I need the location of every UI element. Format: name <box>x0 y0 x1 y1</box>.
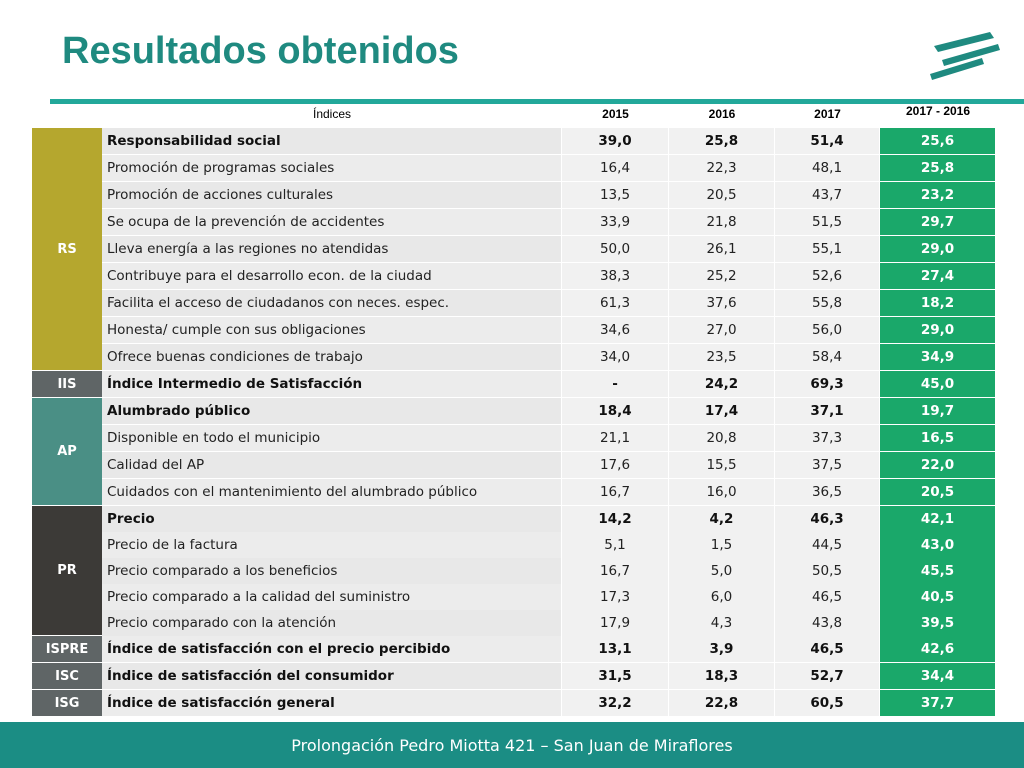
value-2017: 46,3 <box>775 506 880 533</box>
value-2015: 17,3 <box>562 584 669 611</box>
footer-bar <box>0 722 1024 768</box>
row-label: Responsabilidad social <box>102 128 562 155</box>
value-2016: 22,3 <box>669 155 775 182</box>
value-2015: 17,6 <box>562 452 669 479</box>
results-table <box>32 128 998 718</box>
value-2017: 43,8 <box>775 610 880 637</box>
header-2017: 2017 <box>814 107 841 121</box>
value-2016: 15,5 <box>669 452 775 479</box>
table-row <box>32 371 998 398</box>
value-2015: 32,2 <box>562 690 669 717</box>
value-2017: 51,4 <box>775 128 880 155</box>
title-divider <box>50 99 1024 104</box>
value-2016: 20,5 <box>669 182 775 209</box>
value-2016: 3,9 <box>669 636 775 663</box>
table-row <box>32 263 998 290</box>
value-diff: 45,0 <box>880 371 996 398</box>
header-2016: 2016 <box>708 107 736 121</box>
value-diff: 18,2 <box>880 290 996 317</box>
table-row <box>32 290 998 317</box>
value-2016: 4,2 <box>669 506 775 533</box>
value-2017: 69,3 <box>775 371 880 398</box>
group-ap: AP <box>32 398 102 506</box>
value-2016: 25,2 <box>669 263 775 290</box>
table-row <box>32 155 998 182</box>
row-label: Índice de satisfacción general <box>102 690 562 717</box>
value-2015: 17,9 <box>562 610 669 637</box>
value-2017: 46,5 <box>775 584 880 611</box>
row-label: Calidad del AP <box>102 452 562 479</box>
value-2016: 1,5 <box>669 532 775 559</box>
value-2016: 20,8 <box>669 425 775 452</box>
row-label: Lleva energía a las regiones no atendidas <box>102 236 562 263</box>
value-2015: 34,0 <box>562 344 669 371</box>
value-2017: 60,5 <box>775 690 880 717</box>
value-diff: 25,8 <box>880 155 996 182</box>
group-iis: IIS <box>32 371 102 398</box>
value-diff: 29,0 <box>880 236 996 263</box>
value-diff: 29,0 <box>880 317 996 344</box>
value-2015: 39,0 <box>562 128 669 155</box>
value-2016: 25,8 <box>669 128 775 155</box>
value-2015: 21,1 <box>562 425 669 452</box>
value-2017: 36,5 <box>775 479 880 506</box>
value-diff: 20,5 <box>880 479 996 506</box>
value-2015: 18,4 <box>562 398 669 425</box>
table-row <box>32 236 998 263</box>
row-label: Precio de la factura <box>102 532 562 559</box>
value-diff: 23,2 <box>880 182 996 209</box>
value-2016: 37,6 <box>669 290 775 317</box>
value-2015: 16,7 <box>562 479 669 506</box>
value-diff: 16,5 <box>880 425 996 452</box>
group-ispre: ISPRE <box>32 636 102 663</box>
group-pr: PR <box>32 506 102 636</box>
row-label: Disponible en todo el municipio <box>102 425 562 452</box>
value-2017: 52,7 <box>775 663 880 690</box>
row-label: Índice de satisfacción con el precio percibido <box>102 636 562 663</box>
header-indices: Índices <box>312 107 352 121</box>
value-2015: 61,3 <box>562 290 669 317</box>
value-diff: 29,7 <box>880 209 996 236</box>
value-2016: 22,8 <box>669 690 775 717</box>
value-2017: 46,5 <box>775 636 880 663</box>
row-label: Promoción de programas sociales <box>102 155 562 182</box>
value-2015: 14,2 <box>562 506 669 533</box>
value-2015: 33,9 <box>562 209 669 236</box>
value-diff: 34,9 <box>880 344 996 371</box>
value-2015: 16,4 <box>562 155 669 182</box>
table-row <box>32 636 998 663</box>
value-2016: 16,0 <box>669 479 775 506</box>
table-row <box>32 506 998 533</box>
value-2016: 21,8 <box>669 209 775 236</box>
table-row <box>32 128 998 155</box>
row-label: Precio comparado a los beneficios <box>102 558 562 585</box>
header-diff: 2017 - 2016 <box>905 104 971 118</box>
table-row <box>32 584 998 611</box>
table-row <box>32 479 998 506</box>
value-diff: 27,4 <box>880 263 996 290</box>
value-2017: 37,3 <box>775 425 880 452</box>
row-label: Facilita el acceso de ciudadanos con neces. espec. <box>102 290 562 317</box>
row-label: Honesta/ cumple con sus obligaciones <box>102 317 562 344</box>
value-2015: 34,6 <box>562 317 669 344</box>
value-2016: 17,4 <box>669 398 775 425</box>
value-2015: 50,0 <box>562 236 669 263</box>
value-2017: 58,4 <box>775 344 880 371</box>
value-diff: 25,6 <box>880 128 996 155</box>
row-label: Se ocupa de la prevención de accidentes <box>102 209 562 236</box>
row-label: Precio comparado a la calidad del suministro <box>102 584 562 611</box>
table-row <box>32 610 998 637</box>
group-isc: ISC <box>32 663 102 690</box>
table-row <box>32 317 998 344</box>
group-rs: RS <box>32 128 102 371</box>
value-diff: 37,7 <box>880 690 996 717</box>
group-isg: ISG <box>32 690 102 717</box>
page-title: Resultados obtenidos <box>62 30 459 72</box>
footer-address: Prolongación Pedro Miotta 421 – San Juan de Miraflores <box>291 735 733 755</box>
value-2016: 18,3 <box>669 663 775 690</box>
table-row <box>32 425 998 452</box>
row-label: Precio <box>102 506 562 533</box>
value-2017: 55,1 <box>775 236 880 263</box>
value-2017: 37,5 <box>775 452 880 479</box>
table-row <box>32 558 998 585</box>
table-row <box>32 532 998 559</box>
value-2015: 16,7 <box>562 558 669 585</box>
value-2015: 13,1 <box>562 636 669 663</box>
value-2017: 55,8 <box>775 290 880 317</box>
table-row <box>32 663 998 690</box>
value-2016: 26,1 <box>669 236 775 263</box>
value-2017: 44,5 <box>775 532 880 559</box>
row-label: Precio comparado con la atención <box>102 610 562 637</box>
value-diff: 39,5 <box>880 610 996 637</box>
value-2015: 13,5 <box>562 182 669 209</box>
value-2017: 51,5 <box>775 209 880 236</box>
value-2016: 6,0 <box>669 584 775 611</box>
value-2017: 37,1 <box>775 398 880 425</box>
value-diff: 19,7 <box>880 398 996 425</box>
row-label: Cuidados con el mantenimiento del alumbrado público <box>102 479 562 506</box>
value-diff: 40,5 <box>880 584 996 611</box>
value-2015: 38,3 <box>562 263 669 290</box>
table-row <box>32 182 998 209</box>
value-2015: 5,1 <box>562 532 669 559</box>
value-diff: 34,4 <box>880 663 996 690</box>
value-2016: 5,0 <box>669 558 775 585</box>
table-row <box>32 452 998 479</box>
value-2015: - <box>562 371 669 398</box>
value-2017: 43,7 <box>775 182 880 209</box>
row-label: Alumbrado público <box>102 398 562 425</box>
value-diff: 45,5 <box>880 558 996 585</box>
value-diff: 42,1 <box>880 506 996 533</box>
table-row <box>32 344 998 371</box>
value-2017: 56,0 <box>775 317 880 344</box>
value-2016: 24,2 <box>669 371 775 398</box>
row-label: Índice Intermedio de Satisfacción <box>102 371 562 398</box>
table-row <box>32 398 998 425</box>
value-diff: 43,0 <box>880 532 996 559</box>
value-2016: 27,0 <box>669 317 775 344</box>
row-label: Índice de satisfacción del consumidor <box>102 663 562 690</box>
company-logo-icon <box>924 28 1004 84</box>
table-row <box>32 209 998 236</box>
value-diff: 22,0 <box>880 452 996 479</box>
header-2015: 2015 <box>602 107 629 121</box>
value-2016: 4,3 <box>669 610 775 637</box>
value-2017: 50,5 <box>775 558 880 585</box>
row-label: Contribuye para el desarrollo econ. de la ciudad <box>102 263 562 290</box>
row-label: Ofrece buenas condiciones de trabajo <box>102 344 562 371</box>
value-2016: 23,5 <box>669 344 775 371</box>
value-2017: 48,1 <box>775 155 880 182</box>
row-label: Promoción de acciones culturales <box>102 182 562 209</box>
value-2015: 31,5 <box>562 663 669 690</box>
value-2017: 52,6 <box>775 263 880 290</box>
value-diff: 42,6 <box>880 636 996 663</box>
table-row <box>32 690 998 717</box>
